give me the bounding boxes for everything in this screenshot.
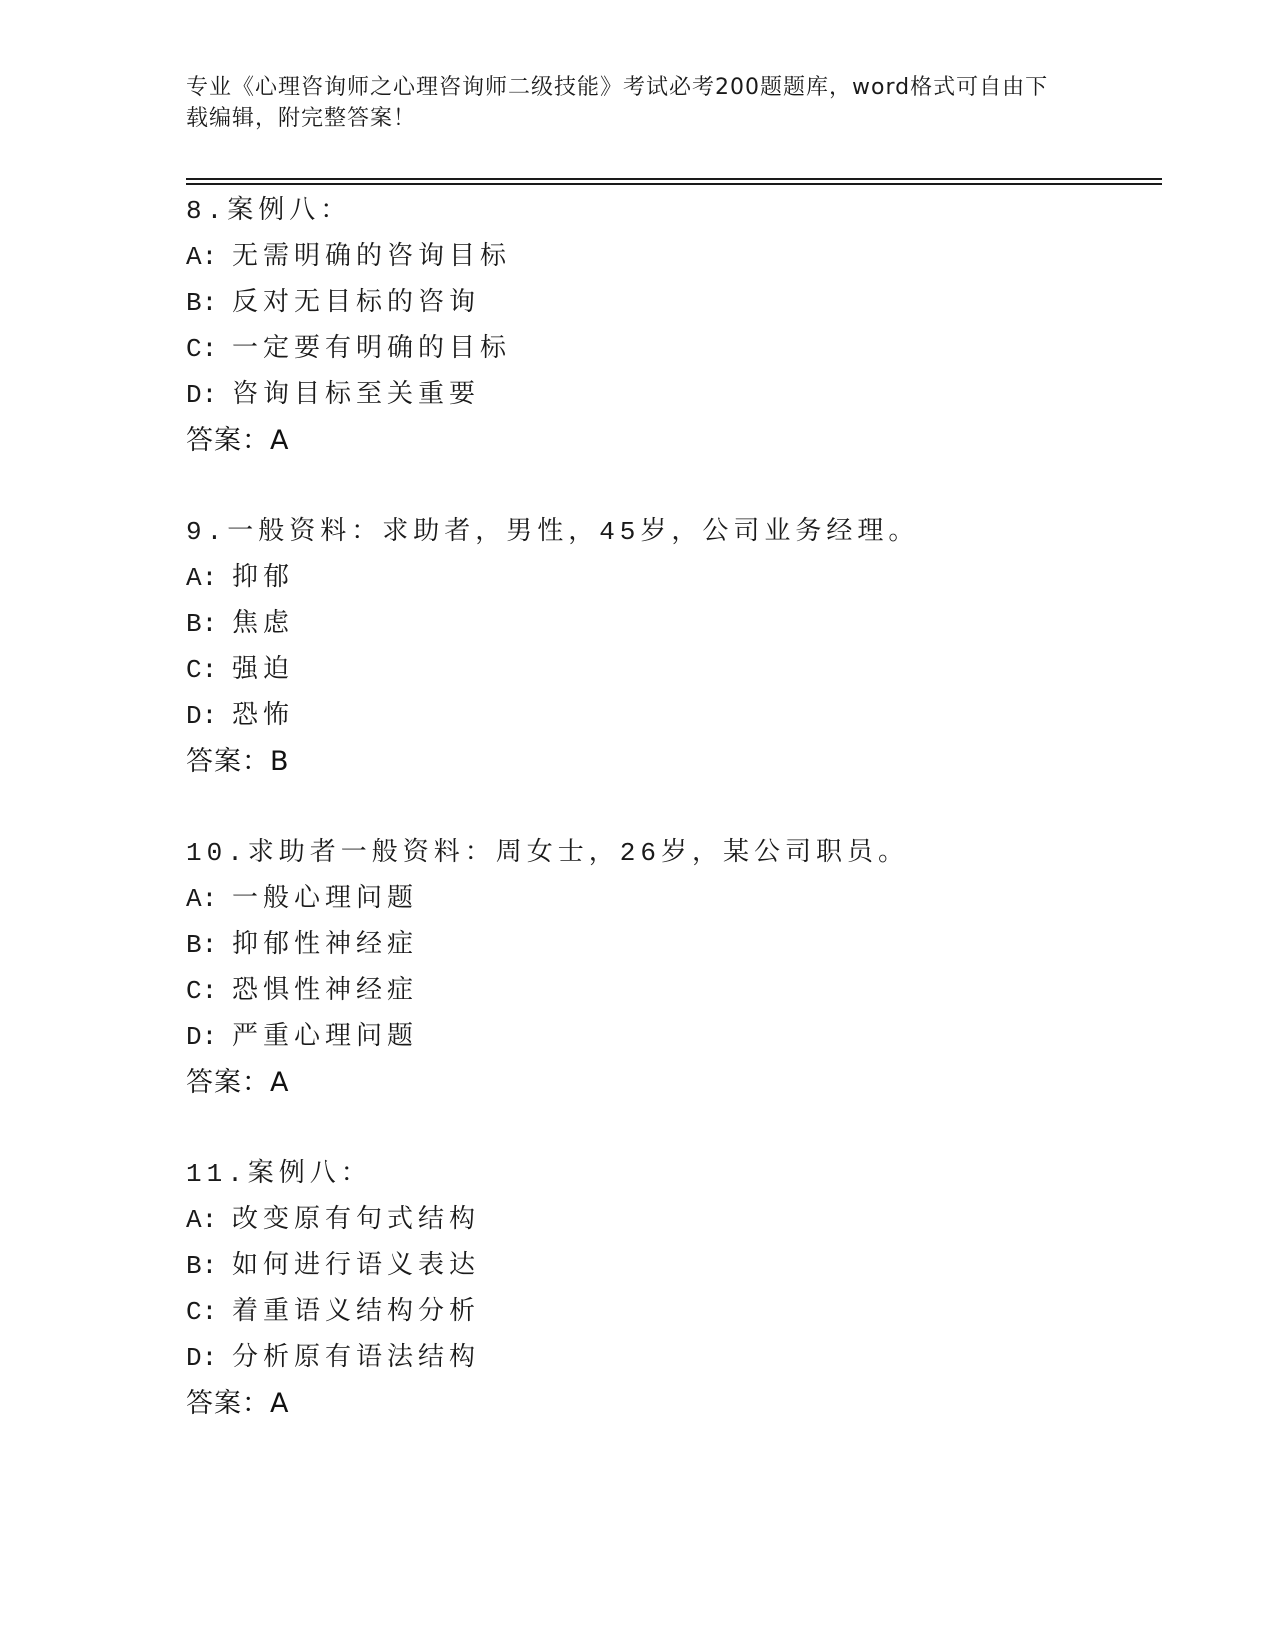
option-letter: C: (186, 976, 218, 1006)
option-text: 恐怖 (232, 701, 295, 731)
option-text: 恐惧性神经症 (232, 976, 419, 1006)
question-10 (186, 830, 1146, 1106)
option-letter: A: (186, 1205, 218, 1235)
option-c (186, 968, 1146, 1014)
option-d (186, 372, 1146, 418)
option-text: 咨询目标至关重要 (232, 380, 481, 410)
option-b (186, 601, 1146, 647)
question-8 (186, 188, 1146, 464)
question-9 (186, 509, 1146, 785)
option-a (186, 555, 1146, 601)
option-d (186, 1335, 1146, 1381)
option-letter: B: (186, 1251, 218, 1281)
option-text: 强迫 (232, 655, 295, 685)
question-stem: 9.一般资料：求助者，男性，45岁，公司业务经理。 (186, 517, 920, 547)
option-d (186, 1014, 1146, 1060)
option-letter: C: (186, 334, 218, 364)
document-header: 专业《心理咨询师之心理咨询师二级技能》考试必考200题题库，word格式可自由下载编辑，附完整答案！ (186, 75, 1049, 131)
option-b (186, 922, 1146, 968)
option-d (186, 693, 1146, 739)
option-letter: B: (186, 609, 218, 639)
question-stem: 8.案例八： (186, 196, 352, 226)
option-b (186, 280, 1146, 326)
option-a (186, 1197, 1146, 1243)
option-text: 分析原有语法结构 (232, 1343, 481, 1373)
option-c (186, 326, 1146, 372)
option-text: 一般心理问题 (232, 884, 419, 914)
option-letter: A: (186, 242, 218, 272)
option-text: 焦虑 (232, 609, 295, 639)
option-c (186, 1289, 1146, 1335)
question-stem: 10.求助者一般资料：周女士，26岁，某公司职员。 (186, 838, 910, 868)
option-letter: C: (186, 655, 218, 685)
option-letter: A: (186, 563, 218, 593)
answer-line: 答案：A (186, 425, 290, 456)
option-text: 抑郁 (232, 563, 295, 593)
option-text: 着重语义结构分析 (232, 1297, 481, 1327)
answer-line: 答案：A (186, 1067, 290, 1098)
answer-line: 答案：B (186, 746, 290, 777)
option-text: 严重心理问题 (232, 1022, 419, 1052)
option-text: 一定要有明确的目标 (232, 334, 512, 364)
question-stem: 11.案例八： (186, 1159, 372, 1189)
option-text: 如何进行语义表达 (232, 1251, 481, 1281)
option-letter: B: (186, 930, 218, 960)
option-c (186, 647, 1146, 693)
question-11 (186, 1151, 1146, 1427)
option-text: 无需明确的咨询目标 (232, 242, 512, 272)
option-b (186, 1243, 1146, 1289)
question-list (186, 188, 1146, 1472)
header-divider-bottom (186, 183, 1162, 185)
option-letter: C: (186, 1297, 218, 1327)
option-letter: D: (186, 380, 218, 410)
option-text: 反对无目标的咨询 (232, 288, 481, 318)
header-divider-top (186, 178, 1162, 180)
option-letter: A: (186, 884, 218, 914)
option-a (186, 876, 1146, 922)
option-letter: D: (186, 1343, 218, 1373)
option-text: 改变原有句式结构 (232, 1205, 481, 1235)
option-letter: D: (186, 701, 218, 731)
option-a (186, 234, 1146, 280)
answer-line: 答案：A (186, 1388, 290, 1419)
option-letter: B: (186, 288, 218, 318)
option-letter: D: (186, 1022, 218, 1052)
option-text: 抑郁性神经症 (232, 930, 419, 960)
